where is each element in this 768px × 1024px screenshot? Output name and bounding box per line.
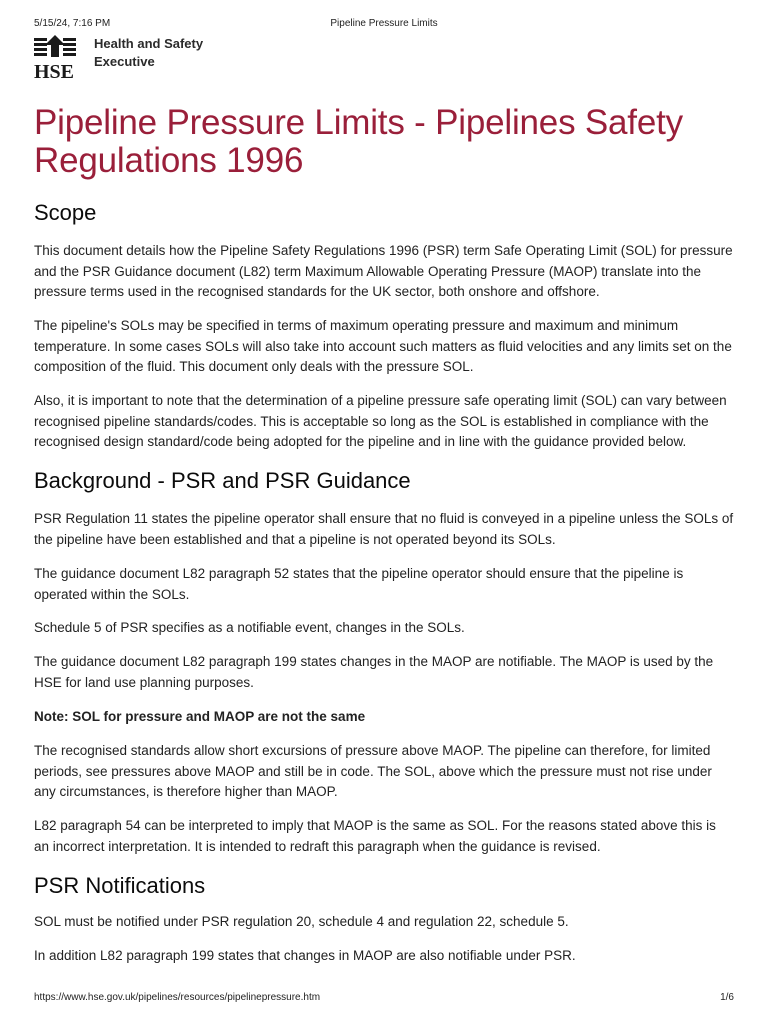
background-paragraph-3: Schedule 5 of PSR specifies as a notifiable event, changes in the SOLs. <box>34 620 465 635</box>
organisation-name <box>94 35 234 71</box>
background-paragraph-1: PSR Regulation 11 states the pipeline operator shall ensure that no fluid is conveyed in a pipeline unless the SOLs of the pipeline have been established and that a pipeline is not operated beyond its SOLs. <box>34 511 734 547</box>
hse-logo-text: HSE <box>34 61 75 80</box>
background-paragraph-6: L82 paragraph 54 can be interpreted to imply that MAOP is the same as SOL. For the reasons stated above this is an incorrect interpretation. It is intended to redraft this paragraph when the guidance is revised. <box>34 818 716 854</box>
print-header <box>34 18 734 32</box>
notifications-paragraph-1: SOL must be notified under PSR regulation 20, schedule 4 and regulation 22, schedule 5. <box>34 914 569 929</box>
scope-paragraph-2: The pipeline's SOLs may be specified in terms of maximum operating pressure and maximum and minimum temperature. In some cases SOLs will also take into account such matters as fluid velocities and any limits set on the composition of the fluid. This document only deals with the pressure SOL. <box>34 318 732 374</box>
section-heading-scope: Scope <box>34 200 97 225</box>
section-heading-notifications: PSR Notifications <box>34 873 206 898</box>
organisation-name-line1: Health and Safety <box>94 36 204 51</box>
background-note: Note: SOL for pressure and MAOP are not the same <box>34 709 366 724</box>
background-paragraph-2: The guidance document L82 paragraph 52 states that the pipeline operator should ensure that the pipeline is operated within the SOLs. <box>34 566 684 602</box>
notifications-paragraph-2: In addition L82 paragraph 199 states that changes in MAOP are also notifiable under PSR. <box>34 948 576 963</box>
page-title: Pipeline Pressure Limits - Pipelines Safety Regulations 1996 <box>34 103 683 180</box>
section-heading-background: Background - PSR and PSR Guidance <box>34 468 411 493</box>
background-paragraph-4: The guidance document L82 paragraph 199 states changes in the MAOP are notifiable. The MAOP is used by the HSE for land use planning purposes. <box>34 654 714 690</box>
print-datetime: 5/15/24, 7:16 PM <box>34 18 111 29</box>
hse-emblem-icon <box>34 35 76 57</box>
scope-paragraph-1: This document details how the Pipeline Safety Regulations 1996 (PSR) term Safe Operating Limit (SOL) for pressure and the PSR Guidance document (L82) term Maximum Allowable Operating Pressure (MAOP) translate into the pressure terms used in the recognised standards for the UK sector, both onshore and offshore. <box>34 243 733 299</box>
print-page-title: Pipeline Pressure Limits <box>330 18 438 29</box>
hse-logo[interactable] <box>34 34 78 80</box>
scope-paragraph-3: Also, it is important to note that the determination of a pipeline pressure safe operating limit (SOL) can vary between recognised pipeline standards/codes. This is acceptable so long as the SOL is established in compliance with the recognised design standard/code being adopted for the pipeline and in line with the guidance provided below. <box>34 393 727 449</box>
page-number: 1/6 <box>720 992 734 1003</box>
organisation-name-line2: Executive <box>94 54 155 69</box>
print-footer <box>34 992 734 1006</box>
background-paragraph-5: The recognised standards allow short excursions of pressure above MAOP. The pipeline can therefore, for limited periods, see pressures above MAOP and still be in code. The SOL, above which the pressure must not rise under any circumstances, is therefore higher than MAOP. <box>34 743 712 799</box>
page-url[interactable]: https://www.hse.gov.uk/pipelines/resources/pipelinepressure.htm <box>34 992 321 1003</box>
